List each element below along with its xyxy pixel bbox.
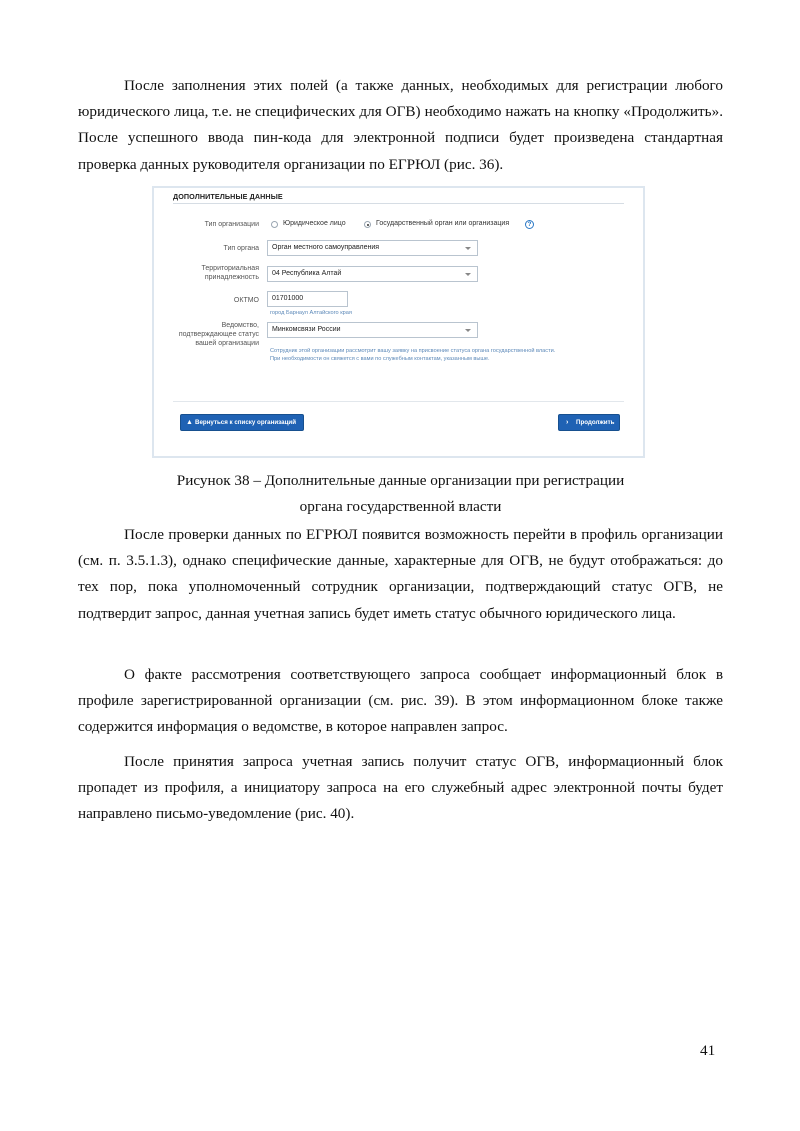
chevron-down-icon: [465, 247, 471, 250]
continue-button-label: Продолжить: [576, 419, 615, 426]
org-type-label: Тип организации: [204, 221, 259, 228]
paragraph-2: После проверки данных по ЕГРЮЛ появится возможность перейти в профиль организации (см. п. 3.5.1.3), однако специфические данные, характерные для ОГВ, не будут отображаться: до тех пор, пока уполномоченный сотрудник организации, подтверждающий статус ОГВ, не подтвердит запрос, данная учетная запись будет иметь статус обычного юридического лица.: [78, 526, 723, 622]
help-icon[interactable]: ?: [525, 220, 534, 229]
territory-value: 04 Республика Алтай: [272, 270, 342, 277]
oktmo-label: ОКТМО: [233, 297, 259, 304]
radio-gov-organ[interactable]: [364, 221, 371, 228]
oktmo-input[interactable]: 01701000: [267, 291, 348, 307]
department-value: Минкомсвязи России: [272, 326, 341, 333]
paragraph-1: После заполнения этих полей (а также данных, необходимых для регистрации любого юридического лица, т.е. не специфических для ОГВ) необходимо нажать на кнопку «Продолжить». После успешного ввода пин-кода для электронной подписи будет произведена стандартная проверка данных руководителя организации по ЕГРЮЛ (рис. 36).: [78, 77, 723, 173]
section-divider: [173, 203, 624, 204]
back-button-label: Вернуться к списку организаций: [195, 419, 297, 426]
back-to-list-button[interactable]: [180, 414, 304, 431]
page-number: 41: [700, 1042, 716, 1059]
home-icon: ▲: [186, 419, 193, 426]
radio-legal-entity[interactable]: [271, 221, 278, 228]
organ-type-value: Орган местного самоуправления: [272, 244, 380, 251]
section-title: ДОПОЛНИТЕЛЬНЫЕ ДАННЫЕ: [173, 192, 283, 201]
territory-label: Территориальная принадлежность: [201, 265, 259, 281]
continue-button[interactable]: [558, 414, 620, 431]
department-select[interactable]: [267, 322, 478, 338]
figure-caption-line-1: Рисунок 38 – Дополнительные данные организации при регистрации: [176, 472, 625, 489]
figure-screenshot: [152, 186, 645, 458]
paragraph-3: О факте рассмотрения соответствующего запроса сообщает информационный блок в профиле зарегистрированной организации (см. рис. 39). В этом информационном блоке также содержится информация о ведомстве, в которое направлен запрос.: [78, 666, 723, 736]
department-label: Ведомство, подтверждающее статус вашей организации: [178, 322, 259, 347]
chevron-down-icon: [465, 329, 471, 332]
chevron-down-icon: [465, 273, 471, 276]
department-hint: Сотрудник этой организации рассмотрит вашу заявку на присвоение статуса органа государственной власти. При необходимости он свяжется с вами по служебным контактам, указанным выше.: [270, 348, 556, 362]
radio-legal-entity-label: Юридическое лицо: [283, 220, 346, 227]
form-divider: [173, 401, 624, 402]
radio-gov-organ-label: Государственный орган или организация: [376, 220, 510, 227]
chevron-right-icon: ›: [566, 419, 569, 426]
organ-type-select[interactable]: [267, 240, 478, 256]
paragraph-4: После принятия запроса учетная запись получит статус ОГВ, информационный блок пропадет из профиля, а инициатору запроса на его служебный адрес электронной почты будет направлено письмо-уведомление (рис. 40).: [78, 753, 723, 823]
organ-type-label: Тип органа: [223, 245, 259, 252]
figure-caption-line-2: органа государственной власти: [299, 498, 502, 515]
oktmo-hint: город Барнаул Алтайского края: [270, 310, 352, 316]
territory-select[interactable]: [267, 266, 478, 282]
